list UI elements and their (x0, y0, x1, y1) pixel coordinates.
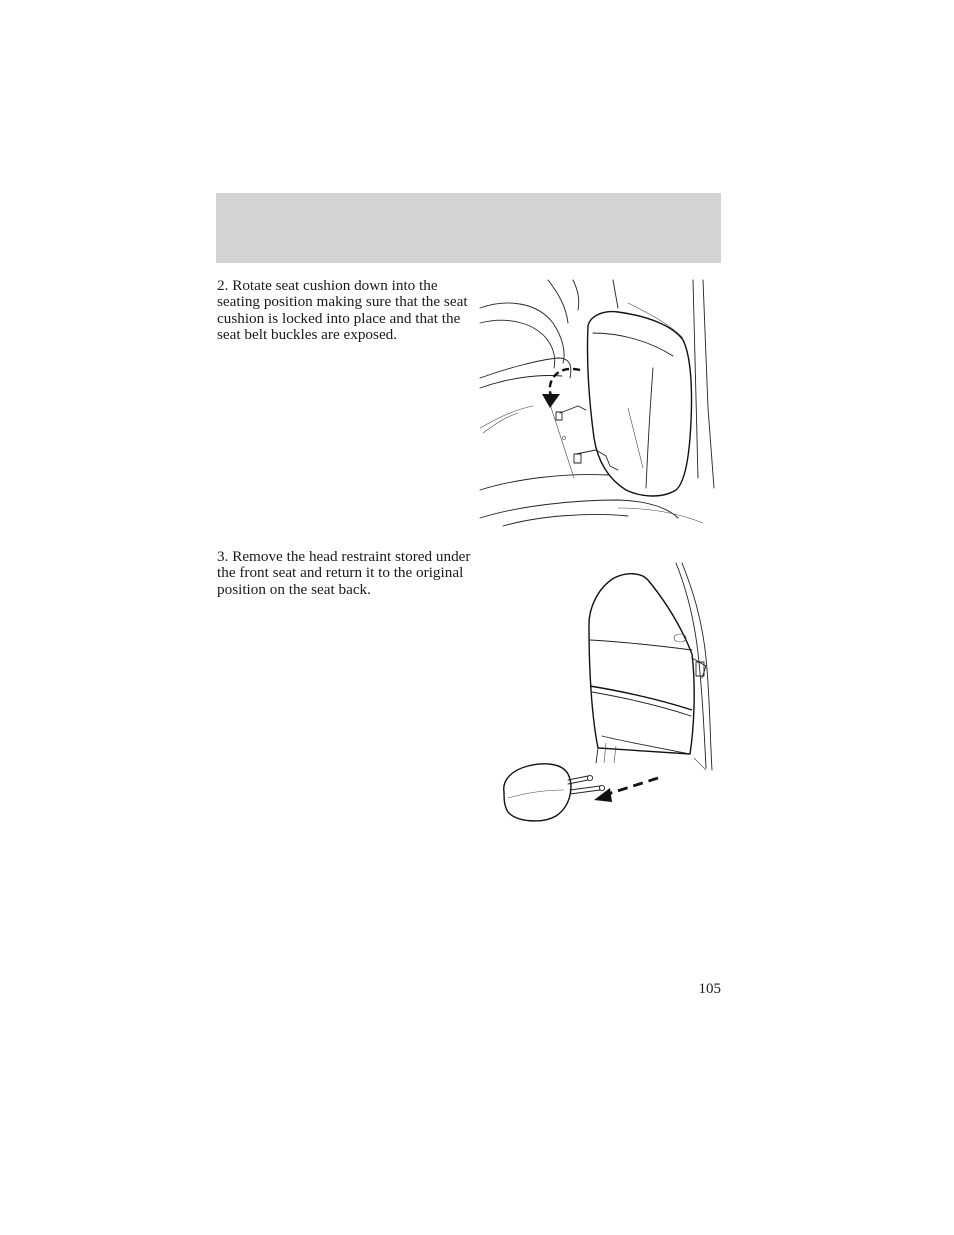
step-2-text: 2. Rotate seat cushion down into the seating position making sure that the seat cushion is locked into place and that the seat belt buckles are exposed. (217, 277, 468, 344)
step-3-text: 3. Remove the head restraint stored under the front seat and return it to the original position on the seat back. (217, 548, 471, 598)
seat-cushion-illustration (478, 278, 723, 528)
head-restraint-illustration (496, 558, 722, 826)
page-number: 105 (698, 981, 721, 997)
section-header-band (216, 193, 721, 263)
